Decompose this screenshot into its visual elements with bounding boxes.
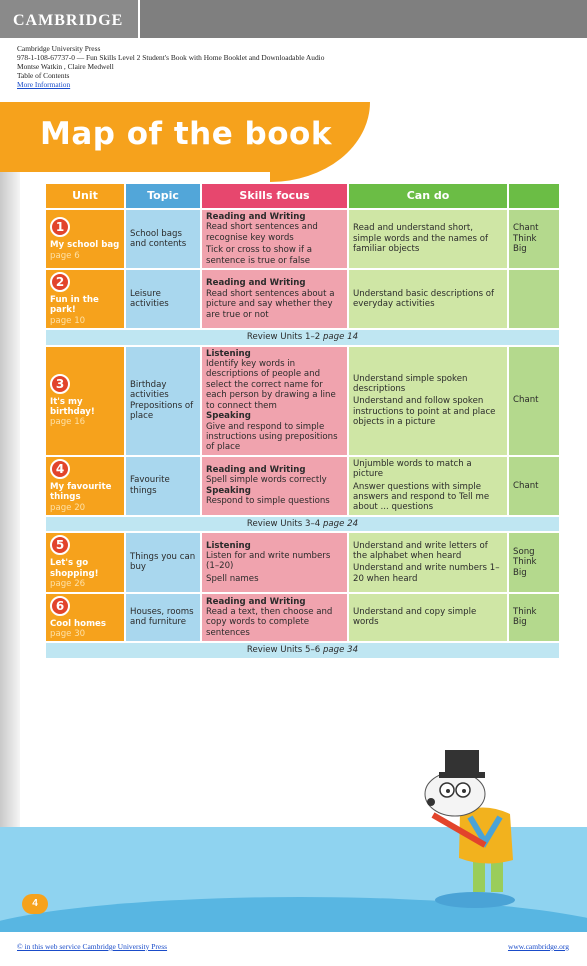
can-do-text: Understand simple spoken descriptions <box>353 373 468 395</box>
header-topic: Topic <box>126 184 200 208</box>
mascot-illustration <box>415 742 530 912</box>
unit-page: page 16 <box>50 417 86 428</box>
page-number: 4 <box>22 894 48 914</box>
can-do-cell <box>349 533 507 591</box>
unit-number-badge: 4 <box>50 459 70 479</box>
skill-text: Tick or cross to show if a sentence is true or false <box>206 245 313 266</box>
topic-cell: Leisure activities <box>126 270 200 328</box>
page-spine-shadow <box>0 102 20 932</box>
unit-row <box>46 210 559 268</box>
publisher-line: Cambridge University Press <box>17 44 101 53</box>
authors-line: Montse Watkin , Claire Medwell <box>17 62 114 72</box>
isbn-title-line: 978-1-108-67737-0 — Fun Skills Level 2 Student's Book with Home Booklet and Downloadable Audio <box>17 53 325 63</box>
skill-text: Respond to simple questions <box>206 496 330 507</box>
unit-cell <box>46 347 124 455</box>
can-do-text: Read and understand short, simple words and the names of familiar objects <box>353 223 489 255</box>
extra-activity: Big <box>513 244 527 255</box>
unit-number-badge: 3 <box>50 374 70 394</box>
extra-cell <box>509 210 559 268</box>
book-metadata <box>17 44 324 89</box>
can-do-cell <box>349 594 507 642</box>
skill-heading: Listening <box>206 348 251 359</box>
can-do-text: Understand basic descriptions of everyday activities <box>353 288 495 310</box>
unit-cell <box>46 533 124 591</box>
cambridge-logo: CAMBRIDGE <box>13 12 124 29</box>
review-page: page 34 <box>322 645 359 656</box>
unit-page: page 6 <box>50 250 80 261</box>
skill-text: Spell simple words correctly <box>206 475 327 486</box>
unit-row <box>46 347 559 455</box>
skill-text: Spell names <box>206 573 259 584</box>
extra-activity: Big <box>513 567 527 578</box>
extra-cell <box>509 533 559 591</box>
unit-number-badge: 5 <box>50 535 70 555</box>
unit-name: My school bag <box>50 240 120 251</box>
skill-text: Give and respond to simple instructions using prepositions of place <box>206 421 338 453</box>
extra-activity: Think <box>513 233 537 244</box>
review-text: Review Units 5–6 <box>246 645 323 656</box>
extra-cell <box>509 457 559 515</box>
topic-cell: Birthday activities Prepositions of place <box>126 347 200 455</box>
review-cell <box>46 517 559 531</box>
skill-text: Read short sentences and recognise key words <box>206 222 318 243</box>
extra-cell <box>509 270 559 328</box>
skill-text: Identify key words in descriptions of people and select the correct name for each person by drawing a line to connect them <box>206 359 336 411</box>
skill-heading: Reading and Writing <box>206 278 306 289</box>
skill-heading: Reading and Writing <box>206 212 306 222</box>
extra-cell <box>509 594 559 642</box>
unit-row <box>46 457 559 515</box>
unit-name: It's my birthday! <box>50 396 95 417</box>
extra-activity: Chant <box>513 480 539 491</box>
header-extra <box>509 184 559 208</box>
topic-cell: Favourite things <box>126 457 200 515</box>
site-link[interactable]: www.cambridge.org <box>507 942 569 951</box>
unit-name: Fun in the park! <box>50 295 99 316</box>
skill-text: Read short sentences about a picture and say whether they are true or not <box>206 288 335 320</box>
review-text: Review Units 3–4 <box>246 518 323 529</box>
unit-page: page 10 <box>50 315 86 326</box>
review-row <box>46 643 559 657</box>
extra-activity: Chant <box>513 223 539 234</box>
unit-cell <box>46 210 124 268</box>
brand-box <box>0 0 140 38</box>
review-row <box>46 517 559 531</box>
skills-cell <box>202 347 347 455</box>
topic-cell: School bags and contents <box>126 210 200 268</box>
unit-number-badge: 2 <box>50 272 70 292</box>
unit-page: page 20 <box>50 502 86 513</box>
review-cell <box>46 330 559 344</box>
extra-activity: Song <box>513 546 535 557</box>
more-information-link[interactable]: More Information <box>17 80 71 90</box>
skills-cell <box>202 594 347 642</box>
topic-cell: Houses, rooms and furniture <box>126 594 200 642</box>
unit-name: My favourite things <box>50 481 112 503</box>
section-line: Table of Contents <box>17 71 70 81</box>
copyright-link[interactable]: © in this web service Cambridge University Press <box>17 942 168 951</box>
extra-activity: Think <box>513 557 537 568</box>
skill-heading: Speaking <box>206 411 251 422</box>
can-do-cell <box>349 457 507 515</box>
can-do-text: Understand and write numbers 1–20 when heard <box>353 563 500 584</box>
unit-name: Cool homes <box>50 618 106 629</box>
skill-heading: Reading and Writing <box>206 465 306 476</box>
can-do-cell <box>349 210 507 268</box>
review-text: Review Units 1–2 <box>246 332 323 343</box>
extra-activity: Big <box>513 617 527 628</box>
skills-cell <box>202 457 347 515</box>
book-page <box>0 102 587 932</box>
top-banner <box>0 0 587 38</box>
review-page: page 24 <box>322 518 359 529</box>
can-do-text: Understand and write letters of the alphabet when heard <box>353 540 488 562</box>
header-unit: Unit <box>46 184 124 208</box>
skills-cell <box>202 533 347 591</box>
header-row <box>46 184 559 208</box>
can-do-text: Understand and follow spoken instructions to point at and place objects in a picture <box>353 396 496 428</box>
unit-row <box>46 533 559 591</box>
review-row <box>46 330 559 344</box>
can-do-cell <box>349 347 507 455</box>
header-can-do: Can do <box>349 184 507 208</box>
can-do-text: Unjumble words to match a picture <box>353 458 472 480</box>
unit-number-badge: 1 <box>50 217 70 237</box>
unit-name: Let's go shopping! <box>50 558 99 579</box>
unit-page: page 26 <box>50 579 86 590</box>
skills-cell <box>202 210 347 268</box>
unit-number-badge: 6 <box>50 596 70 616</box>
topic-cell: Things you can buy <box>126 533 200 591</box>
skill-heading: Listening <box>206 540 251 551</box>
skills-cell <box>202 270 347 328</box>
review-cell <box>46 643 559 657</box>
extra-activity: Think <box>513 607 537 618</box>
page-title: Map of the book <box>40 116 332 152</box>
unit-cell <box>46 457 124 515</box>
unit-cell <box>46 594 124 642</box>
extra-activity: Chant <box>513 395 539 406</box>
review-page: page 14 <box>322 332 359 343</box>
can-do-cell <box>349 270 507 328</box>
unit-row <box>46 270 559 328</box>
header-skills-focus: Skills focus <box>202 184 347 208</box>
skill-heading: Reading and Writing <box>206 596 306 607</box>
skill-text: Read a text, then choose and copy words to complete sentences <box>206 607 333 638</box>
can-do-text: Answer questions with simple answers and respond to Tell me about ... questions <box>353 481 490 513</box>
skill-heading: Speaking <box>206 485 251 496</box>
unit-page: page 30 <box>50 628 86 639</box>
unit-row <box>46 594 559 642</box>
skill-text: Listen for and write numbers (1–20) <box>206 551 331 572</box>
can-do-text: Understand and copy simple words <box>353 607 477 628</box>
map-table <box>44 182 561 660</box>
extra-cell <box>509 347 559 455</box>
unit-cell <box>46 270 124 328</box>
